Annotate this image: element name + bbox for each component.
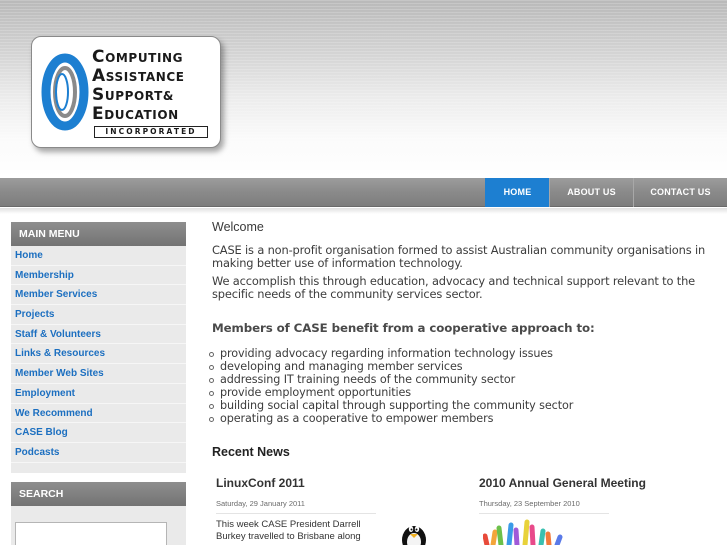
tux-penguin-icon: [399, 520, 429, 545]
logo-cap: E: [92, 104, 105, 124]
divider: [479, 513, 609, 514]
colorful-hands-icon: [483, 518, 573, 545]
members-heading: Members of CASE benefit from a cooperative approach to:: [212, 321, 595, 335]
logo-cap: A: [92, 66, 106, 86]
list-item: [212, 413, 712, 426]
news-headline[interactable]: LinuxConf 2011: [216, 476, 305, 490]
recent-news-title: Recent News: [212, 445, 290, 459]
logo-line-computing: [92, 48, 218, 67]
sidebar-item-case-blog[interactable]: CASE Blog: [11, 423, 186, 443]
logo-rest: SSISTANCE: [105, 70, 185, 84]
sidebar-item-podcasts[interactable]: Podcasts: [11, 443, 186, 463]
list-item-text: providing advocacy regarding information technology issues: [220, 347, 553, 360]
mission-paragraph: We accomplish this through education, advocacy and technical support relevant to the specific needs of the community services sector.: [212, 274, 696, 301]
nav-shadow: [0, 208, 727, 214]
case-ring-icon: [38, 50, 92, 134]
list-item-text: developing and managing member services: [220, 359, 463, 373]
welcome-title: Welcome: [212, 220, 264, 234]
nav-home[interactable]: HOME: [485, 178, 549, 207]
intro-paragraph: CASE is a non-profit organisation formed to assist Australian community organisations in making better use of information technology.: [212, 243, 706, 270]
main-content: [212, 220, 712, 425]
logo-line-assistance: [92, 67, 218, 86]
logo-cap: S: [92, 85, 105, 105]
logo-rest: UPPORT&: [104, 89, 174, 103]
bullet-icon: [209, 391, 214, 396]
logo-line-support: [92, 86, 218, 105]
sidebar-item-staff-volunteers[interactable]: Staff & Volunteers: [11, 325, 186, 345]
sidebar-item-links-resources[interactable]: Links & Resources: [11, 344, 186, 364]
sidebar-item-member-services[interactable]: Member Services: [11, 285, 186, 305]
list-item-text: provide employment opportunities: [220, 385, 412, 399]
news-headline[interactable]: 2010 Annual General Meeting: [479, 476, 646, 490]
logo-wordmark: [92, 48, 218, 138]
list-item-text: operating as a cooperative to empower members: [220, 411, 494, 425]
news-body-line: Burkey travelled to Brisbane along: [216, 530, 361, 542]
sidebar: [11, 222, 186, 473]
logo-rest: DUCATION: [104, 108, 179, 122]
search-block: [11, 482, 186, 545]
logo-cap: C: [92, 47, 106, 67]
nav-contact-us[interactable]: CONTACT US: [633, 178, 727, 207]
logo-incorporated: INCORPORATED: [94, 126, 208, 138]
nav-about-us[interactable]: ABOUT US: [549, 178, 633, 207]
search-title: SEARCH: [11, 482, 186, 506]
sidebar-item-we-recommend[interactable]: We Recommend: [11, 404, 186, 424]
benefits-list: [212, 348, 712, 425]
list-item-text: addressing IT training needs of the community sector: [220, 372, 516, 386]
main-menu: [11, 246, 186, 473]
main-menu-title: MAIN MENU: [11, 222, 186, 246]
news-date: Saturday, 29 January 2011: [216, 499, 305, 508]
sidebar-item-projects[interactable]: Projects: [11, 305, 186, 325]
sidebar-item-employment[interactable]: Employment: [11, 384, 186, 404]
site-header: [0, 0, 727, 178]
list-item-text: building social capital through supporting the community sector: [220, 398, 574, 412]
search-body: [11, 506, 186, 545]
bullet-icon: [209, 365, 214, 370]
news-body: [216, 519, 372, 542]
bullet-icon: [209, 378, 214, 383]
logo-rest: OMPUTING: [105, 51, 184, 65]
news-date: Thursday, 23 September 2010: [479, 499, 580, 508]
sidebar-item-member-web-sites[interactable]: Member Web Sites: [11, 364, 186, 384]
logo-line-education: [92, 105, 218, 124]
bullet-icon: [209, 417, 214, 422]
news-body-line: This week CASE President Darrell: [216, 519, 361, 530]
news-item-agm-2010: [479, 476, 719, 514]
sidebar-item-membership[interactable]: Membership: [11, 266, 186, 286]
search-input[interactable]: [15, 522, 167, 545]
bullet-icon: [209, 352, 214, 357]
bullet-icon: [209, 404, 214, 409]
divider: [216, 513, 376, 514]
top-nav: [0, 178, 727, 207]
site-logo[interactable]: [31, 36, 221, 148]
sidebar-item-home[interactable]: Home: [11, 246, 186, 266]
